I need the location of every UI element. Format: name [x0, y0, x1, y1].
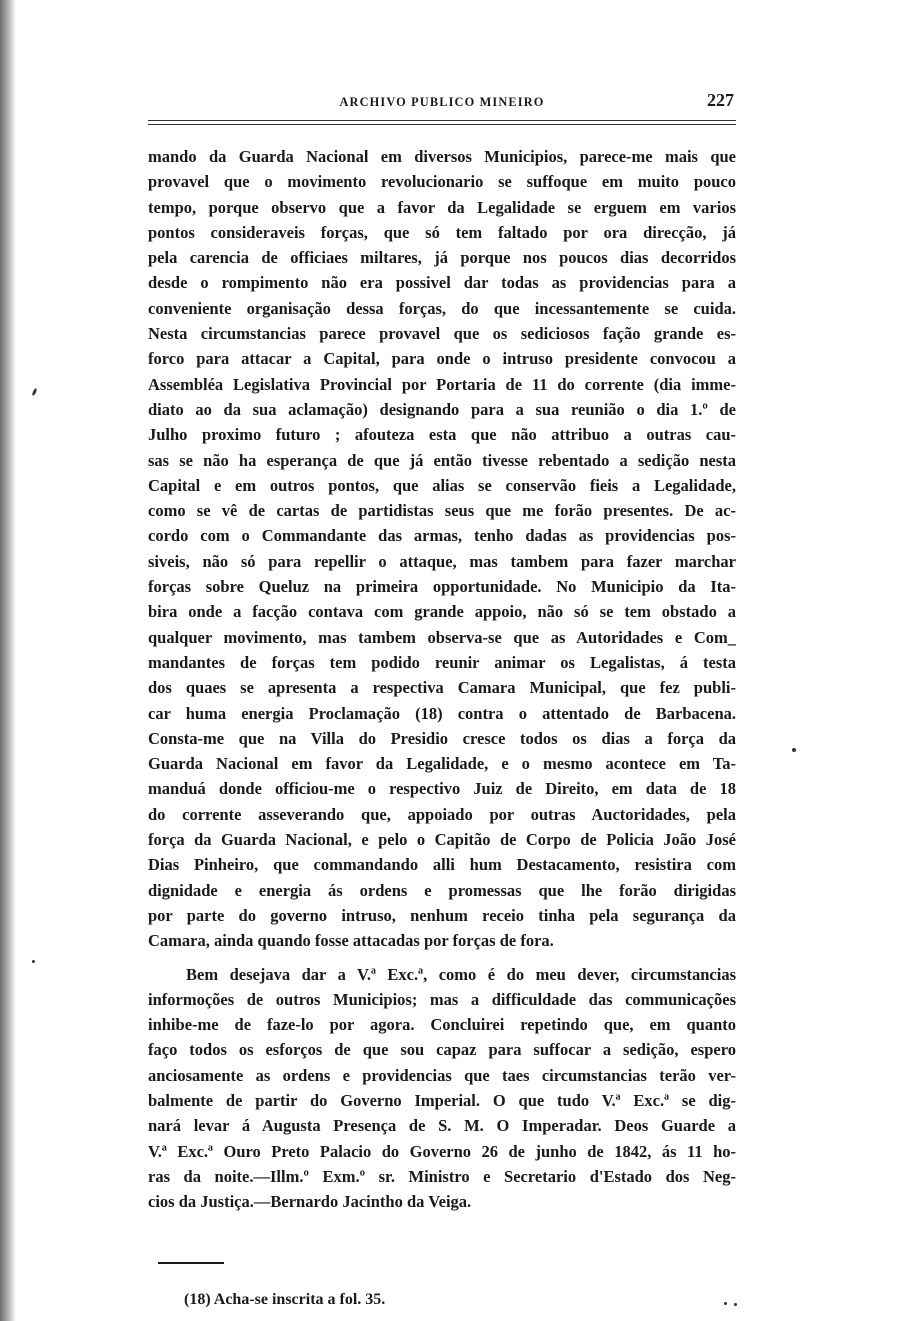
- text-line: qualquer movimento, mas tambem observa-se que as Autoridades e Com_: [148, 627, 736, 647]
- text-line: Camara, ainda quando fosse attacadas por forças de fora.: [148, 931, 554, 951]
- text-line: dignidade e energia ás ordens e promessas que lhe forão dirigidas: [148, 880, 736, 900]
- text-line: Dias Pinheiro, que commandando alli hum Destacamento, resistira com: [148, 855, 736, 875]
- footnote: (18) Acha-se inscrita a fol. 35.: [184, 1291, 386, 1308]
- text-line: Consta-me que na Villa do Presidio cresce todos os dias a força da: [148, 728, 736, 748]
- book-page: [148, 0, 736, 1321]
- text-line: forco para attacar a Capital, para onde o intruso presidente convocou a: [148, 349, 736, 369]
- footnote-rule: [158, 1262, 224, 1264]
- text-line: tempo, porque observo que a favor da Legalidade se erguem em varios: [148, 197, 736, 217]
- text-line: car huma energia Proclamação (18) contra o attentado de Barbacena.: [148, 703, 736, 723]
- text-line: do corrente asseverando que, appoiado por outras Auctoridades, pela: [148, 804, 736, 824]
- text-line: sas se não ha esperança de que já então tivesse rebentado a sedição nesta: [148, 450, 736, 470]
- body-text: [148, 144, 736, 1214]
- text-line: mando da Guarda Nacional em diversos Municipios, parece-me mais que: [148, 147, 736, 166]
- text-line: Assembléa Legislativa Provincial por Portaria de 11 do corrente (dia imme-: [148, 374, 736, 394]
- text-line: siveis, não só para repellir o attaque, mas tambem para fazer marchar: [148, 551, 736, 571]
- text-line: como se vê de cartas de partidistas seus que me forão presentes. De ac-: [148, 501, 736, 521]
- text-line: anciosamente as ordens e providencias que taes circumstancias terão ver-: [148, 1065, 736, 1085]
- text-line: V.ª Exc.ª Ouro Preto Palacio do Governo 26 de junho de 1842, ás 11 ho-: [148, 1141, 736, 1161]
- text-line: manduá donde officiou-me o respectivo Juiz de Direito, em data de 18: [148, 779, 736, 799]
- text-line: Capital e em outros pontos, que alias se conservão fieis a Legalidade,: [148, 475, 736, 495]
- text-line: bira onde a facção contava com grande appoio, não só se tem obstado a: [148, 602, 736, 622]
- paragraph-gap: [148, 954, 736, 962]
- running-head: [148, 90, 736, 118]
- text-line: por parte do governo intruso, nenhum receio tinha pela segurança da: [148, 905, 736, 925]
- text-line: nará levar á Augusta Presença de S. M. O Imperadar. Deos Guarde a: [148, 1116, 736, 1136]
- running-head-title: ARCHIVO PUBLICO MINEIRO: [339, 94, 545, 109]
- text-line: mandantes de forças tem podido reunir animar os Legalistas, á testa: [148, 652, 736, 672]
- text-line: ras da noite.—Illm.º Exm.º sr. Ministro e Secretario d'Estado dos Neg-: [148, 1166, 736, 1186]
- text-line: forças sobre Queluz na primeira opportunidade. No Municipio da Ita-: [148, 577, 736, 597]
- text-line: informoções de outros Municipios; mas a difficuldade das communicações: [148, 989, 736, 1009]
- text-line: cios da Justiça.—Bernardo Jacintho da Veiga.: [148, 1192, 472, 1212]
- scan-edge: [0, 0, 16, 1321]
- scan-speck: [792, 748, 796, 752]
- text-line: conveniente organisação dessa forças, do que incessantemente se cuida.: [148, 298, 736, 318]
- header-rule: [148, 120, 736, 125]
- text-line: balmente de partir do Governo Imperial. O que tudo V.ª Exc.ª se dig-: [148, 1090, 736, 1110]
- text-line: provavel que o movimento revolucionario se suffoque em muito pouco: [148, 172, 736, 192]
- text-line: desde o rompimento não era possivel dar todas as providencias para a: [148, 273, 736, 293]
- text-line: Guarda Nacional em favor da Legalidade, e o mesmo acontece em Ta-: [148, 754, 736, 774]
- page-number: 227: [707, 90, 734, 110]
- text-line: pela carencia de officiaes miltares, já porque nos poucos dias decorridos: [148, 248, 736, 268]
- text-line: Nesta circumstancias parece provavel que os sediciosos fação grande es-: [148, 324, 736, 344]
- scan-speck: [724, 1302, 727, 1305]
- text-line: faço todos os esforços de que sou capaz para suffocar a sedição, espero: [148, 1040, 736, 1060]
- scan-speck: [734, 1303, 737, 1306]
- text-line: Bem desejava dar a V.ª Exc.ª, como é do meu dever, circumstancias: [186, 964, 736, 984]
- text-line: diato ao da sua aclamação) designando para a sua reunião o dia 1.º de: [148, 399, 736, 419]
- text-line: Julho proximo futuro ; afouteza esta que não attribuo a outras cau-: [148, 425, 736, 445]
- text-line: pontos consideraveis forças, que só tem faltado por ora direcção, já: [148, 222, 736, 242]
- text-line: cordo com o Commandante das armas, tenho dadas as providencias pos-: [148, 526, 736, 546]
- text-line: inhibe-me de faze-lo por agora. Concluirei repetindo que, em quanto: [148, 1015, 736, 1035]
- text-line: força da Guarda Nacional, e pelo o Capitão de Corpo de Policia João José: [148, 830, 736, 850]
- scan-speck: [32, 960, 35, 963]
- text-line: dos quaes se apresenta a respectiva Camara Municipal, que fez publi-: [148, 678, 736, 698]
- scan-speck: [31, 388, 37, 397]
